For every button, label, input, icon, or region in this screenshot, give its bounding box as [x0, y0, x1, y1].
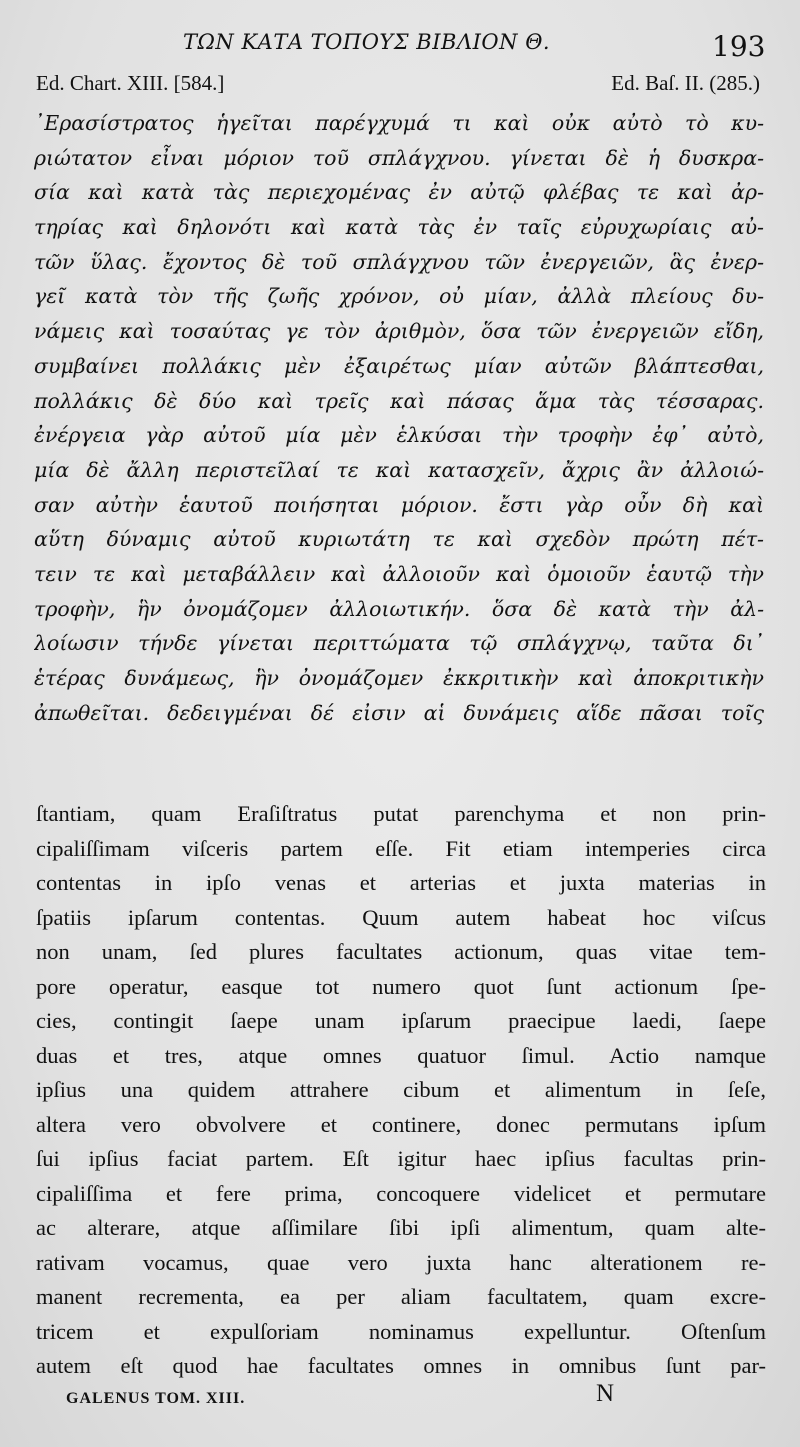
- greek-line: αὕτη δύναμις αὐτοῦ κυριωτάτη τε καὶ σχεδὸν πρώτη πέτ-: [34, 527, 764, 552]
- greek-line: πολλάκις δὲ δύο καὶ τρεῖς καὶ πάσας ἅμα τὰς τέσσαρας.: [34, 388, 764, 413]
- latin-line: ſpatiis ipſarum contentas. Quum autem habeat hoc viſcus: [36, 904, 766, 930]
- greek-line: σαν αὐτὴν ἑαυτοῦ ποιήσηται μόριον. ἔστι γὰρ οὖν δὴ καὶ: [34, 492, 764, 517]
- signature-mark: N: [596, 1380, 615, 1407]
- greek-line: ᾿Ερασίστρατος ἡγεῖται παρέγχυμά τι καὶ οὐκ αὐτὸ τὸ κυ-: [34, 111, 764, 135]
- edition-reference-right: Ed. Baſ. II. (285.): [611, 71, 760, 95]
- latin-line: tricem et expulſoriam nominamus expelluntur. Oſtenſum: [36, 1318, 766, 1344]
- greek-line: ἐνέργεια γὰρ αὐτοῦ μία μὲν ἑλκύσαι τὴν τροφὴν ἐφ᾿ αὐτὸ,: [34, 423, 764, 448]
- greek-line: ριώτατον εἶναι μόριον τοῦ σπλάγχνου. γίνεται δὲ ἡ δυσκρα-: [34, 145, 764, 170]
- greek-line: ἑτέρας δυνάμεως, ἣν ὀνομάζομεν ἐκκριτικὴν καὶ ἀποκριτικὴν: [34, 666, 764, 690]
- greek-line: τροφὴν, ἣν ὀνομάζομεν ἀλλοιωτικήν. ὅσα δὲ κατὰ τὴν ἀλ-: [34, 596, 764, 621]
- latin-line: rativam vocamus, quae vero juxta hanc alterationem re-: [36, 1249, 766, 1275]
- latin-line: ac alterare, atque aſſimilare ſibi ipſi alimentum, quam alte-: [36, 1215, 766, 1240]
- latin-line: manent recrementa, ea per aliam facultatem, quam excre-: [36, 1284, 766, 1309]
- latin-line: autem eſt quod hae facultates omnes in omnibus ſunt par-: [36, 1353, 766, 1378]
- latin-line: ſtantiam, quam Eraſiſtratus putat parenchyma et non prin-: [36, 801, 766, 826]
- greek-line: λοίωσιν τήνδε γίνεται περιττώματα τῷ σπλάγχνῳ, ταῦτα δι᾿: [34, 631, 764, 656]
- page-footer: [0, 1380, 800, 1420]
- greek-text-block: [34, 106, 764, 730]
- latin-line: contentas in ipſo venas et arterias et juxta materias in: [36, 870, 766, 895]
- running-title: ΤΩΝ ΚΑΤΑ ΤΟΠΟΥΣ ΒΙΒΛΙΟΝ Θ.: [183, 30, 551, 54]
- greek-line: ἀπωθεῖται. δεδειγμέναι δέ εἰσιν αἱ δυνάμεις αἵδε πᾶσαι τοῖς: [34, 700, 764, 725]
- running-head: [0, 0, 800, 100]
- greek-line: τηρίας καὶ δηλονότι καὶ κατὰ τὰς ἐν ταῖς εὐρυχωρίαις αὐ-: [34, 215, 764, 240]
- greek-line: νάμεις καὶ τοσαύτας γε τὸν ἀριθμὸν, ὅσα τῶν ἐνεργειῶν εἴδη,: [34, 319, 764, 344]
- page-number: 193: [712, 30, 766, 63]
- greek-line: γεῖ κατὰ τὸν τῆς ζωῆς χρόνον, οὐ μίαν, ἀλλὰ πλείους δυ-: [34, 284, 764, 309]
- latin-line: ſui ipſius faciat partem. Eſt igitur haec ipſius facultas prin-: [36, 1146, 766, 1171]
- greek-line: τῶν ὕλας. ἔχοντος δὲ τοῦ σπλάγχνου τῶν ἐνεργειῶν, ἃς ἐνερ-: [34, 249, 764, 274]
- greek-line: μία δὲ ἄλλη περιστεῖλαί τε καὶ κατασχεῖν, ἄχρις ἂν ἀλλοιώ-: [34, 457, 764, 482]
- latin-line: cipaliſſima et fere prima, concoquere videlicet et permutare: [36, 1180, 766, 1206]
- latin-line: ipſius una quidem attrahere cibum et alimentum in ſeſe,: [36, 1077, 766, 1102]
- latin-line: cies, contingit ſaepe unam ipſarum praecipue laedi, ſaepe: [36, 1008, 766, 1033]
- latin-line: cipaliſſimam viſceris partem eſſe. Fit etiam intemperies circa: [36, 835, 766, 861]
- latin-line: non unam, ſed plures facultates actionum, quas vitae tem-: [36, 939, 766, 964]
- greek-line: συμβαίνει πολλάκις μὲν ἐξαιρέτως μίαν αὐτῶν βλάπτεσθαι,: [34, 353, 764, 378]
- latin-line: altera vero obvolvere et continere, donec permutans ipſum: [36, 1111, 766, 1137]
- latin-line: duas et tres, atque omnes quatuor ſimul. Actio namque: [36, 1042, 766, 1068]
- latin-text-block: [36, 797, 766, 1384]
- printer-signature: GALENUS TOM. XIII.: [66, 1390, 246, 1407]
- latin-line: pore operatur, easque tot numero quot ſunt actionum ſpe-: [36, 973, 766, 999]
- greek-line: τειν τε καὶ μεταβάλλειν καὶ ἀλλοιοῦν καὶ ὁμοιοῦν ἑαυτῷ τὴν: [34, 561, 764, 586]
- greek-line: σία καὶ κατὰ τὰς περιεχομένας ἐν αὐτῷ φλέβας τε καὶ ἀρ-: [34, 180, 764, 205]
- edition-reference-left: Ed. Chart. XIII. [584.]: [36, 71, 225, 95]
